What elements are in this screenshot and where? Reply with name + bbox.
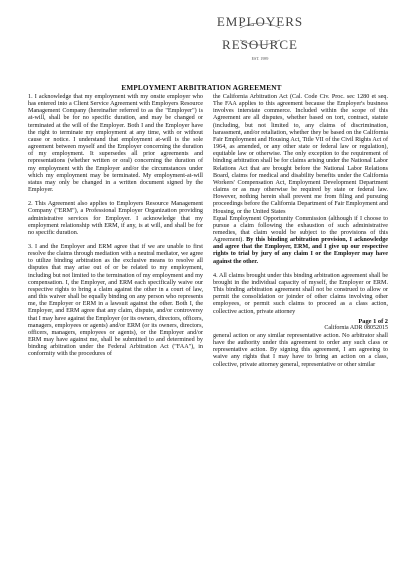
paragraph-3-eeoc [213,216,388,266]
paragraph-3: 3. I and the Employer and ERM agree that if we are unable to first resolve the claims through mediation with a neutral mediator, we agree to utilize binding arbitration as the exclusive means to resolve all disputes that may arise out of or be related to my employment, including but not limited to the termination of my employment and my compensation. I, the Employer, and ERM each specifically waive our respective rights to bring a claim against the other in a court of law, and this waiver shall be equally binding on any person who represents me, the Employer or ERM in a lawsuit against the other. Both I, the Employer, and ERM agree that any claim, dispute, and/or controversy that I may have against the Employer (or its owners, directors, officers, managers, employees or agents) and/or ERM (or its owners, directors, officers, managers, employees or agents), or the Employer and/or ERM may have against me, shall be submitted to and determined by binding arbitration under the Federal Arbitration Act ("FAA"), in conformity with the procedures of [28,243,203,358]
jury-waiver-text: By this binding arbitration provision, I acknowledge and agree that the Employer, ERM, and I give up our respective rights to trial by jury of any claim I or the Employer may have against the other. [213,237,388,265]
eeoc-text: Equal Employment Opportunity Commission (although if I choose to pursue a claim following the exhaustion of such administrative remedies, that claim would be subject to the provisions of this Agreement). [213,215,388,244]
paragraph-2: 2. This Agreement also applies to Employers Resource Management Company ("ERM"), a Professional Employer Organization providing administrative services for Employer. I acknowledge that my employment relationship with ERM, if any, is at will, and shall be for no specific duration. [28,201,203,236]
logo-line1: EMPLOYERS [216,14,304,29]
left-column [28,94,203,358]
logo-line2: RESOURCE [222,37,298,52]
paragraph-4: 4. All claims brought under this binding arbitration agreement shall be brought in the individual capacity of myself, the Employer or ERM. This binding arbitration agreement shall not be construed to allow or permit the consolidation or joinder of other claims involving other employees, or permit such claims to proceed as a class action, collective action, private attorney [213,272,388,315]
paragraph-1: 1. I acknowledge that my employment with my onsite employer who has entered into a Client Service Agreement with Employers Resource Management Company (hereinafter referred to as the "Employer") is at-will, shall be for no specific duration, and may be changed or terminated at the will of the Employer. Both I and the Employer have the right to terminate my employment at any time, with or without cause or notice. I understand that employment at-will is the sole agreement between myself and the Employer concerning the duration of my employment. It supersedes all prior agreements and representations (whether written or oral) concerning the duration of my employment with the Employer and/or the circumstances under which my employment may be terminated. My employment-at-will status may only be changed in a written document signed by the Employer. [28,94,203,194]
right-column [213,94,388,369]
page-number: Page 1 of 2 [358,317,388,325]
employers-resource-logo [200,4,320,64]
document-title: EMPLOYMENT ARBITRATION AGREEMENT [121,84,282,92]
paragraph-4-continued: general action or any similar representative action. No arbitrator shall have the authority under this agreement to order any such class or representative action. By signing this agreement, I am agreeing to waive any rights that I may have to bring an action on a class, collective, private attorney general, representative or other similar [213,333,388,368]
document-code: California ADR 08052015 [324,324,388,331]
logo-est: EST. 1989 [251,56,269,61]
paragraph-3-continued: the California Arbitration Act (Cal. Code Civ. Proc. sec 1280 et seq. The FAA applies to this agreement because the Employer's business involves interstate commerce. Included within the scope of this Agreement are all disputes, whether based on tort, contract, statute (including, but not limited to, any claims of discrimination, harassment, and/or retaliation, whether they be based on the California Fair Employment and Housing Act, Title VII of the Civil Rights Act of 1964, as amended, or any other state or federal law or regulation), equitable law or otherwise. The only exception to the requirement of binding arbitration shall be for claims arising under the National Labor Relations Act that are brought before the National Labor Relations Board, claims for medical and disability benefits under the California Workers' Compensation Act, Employment Development Department claims or as may otherwise be required by state or federal law. However, nothing herein shall prevent me from filing and pursuing proceedings before the California Department of Fair Employment and Housing, or the United States [213,94,388,215]
page-footer [213,318,388,332]
